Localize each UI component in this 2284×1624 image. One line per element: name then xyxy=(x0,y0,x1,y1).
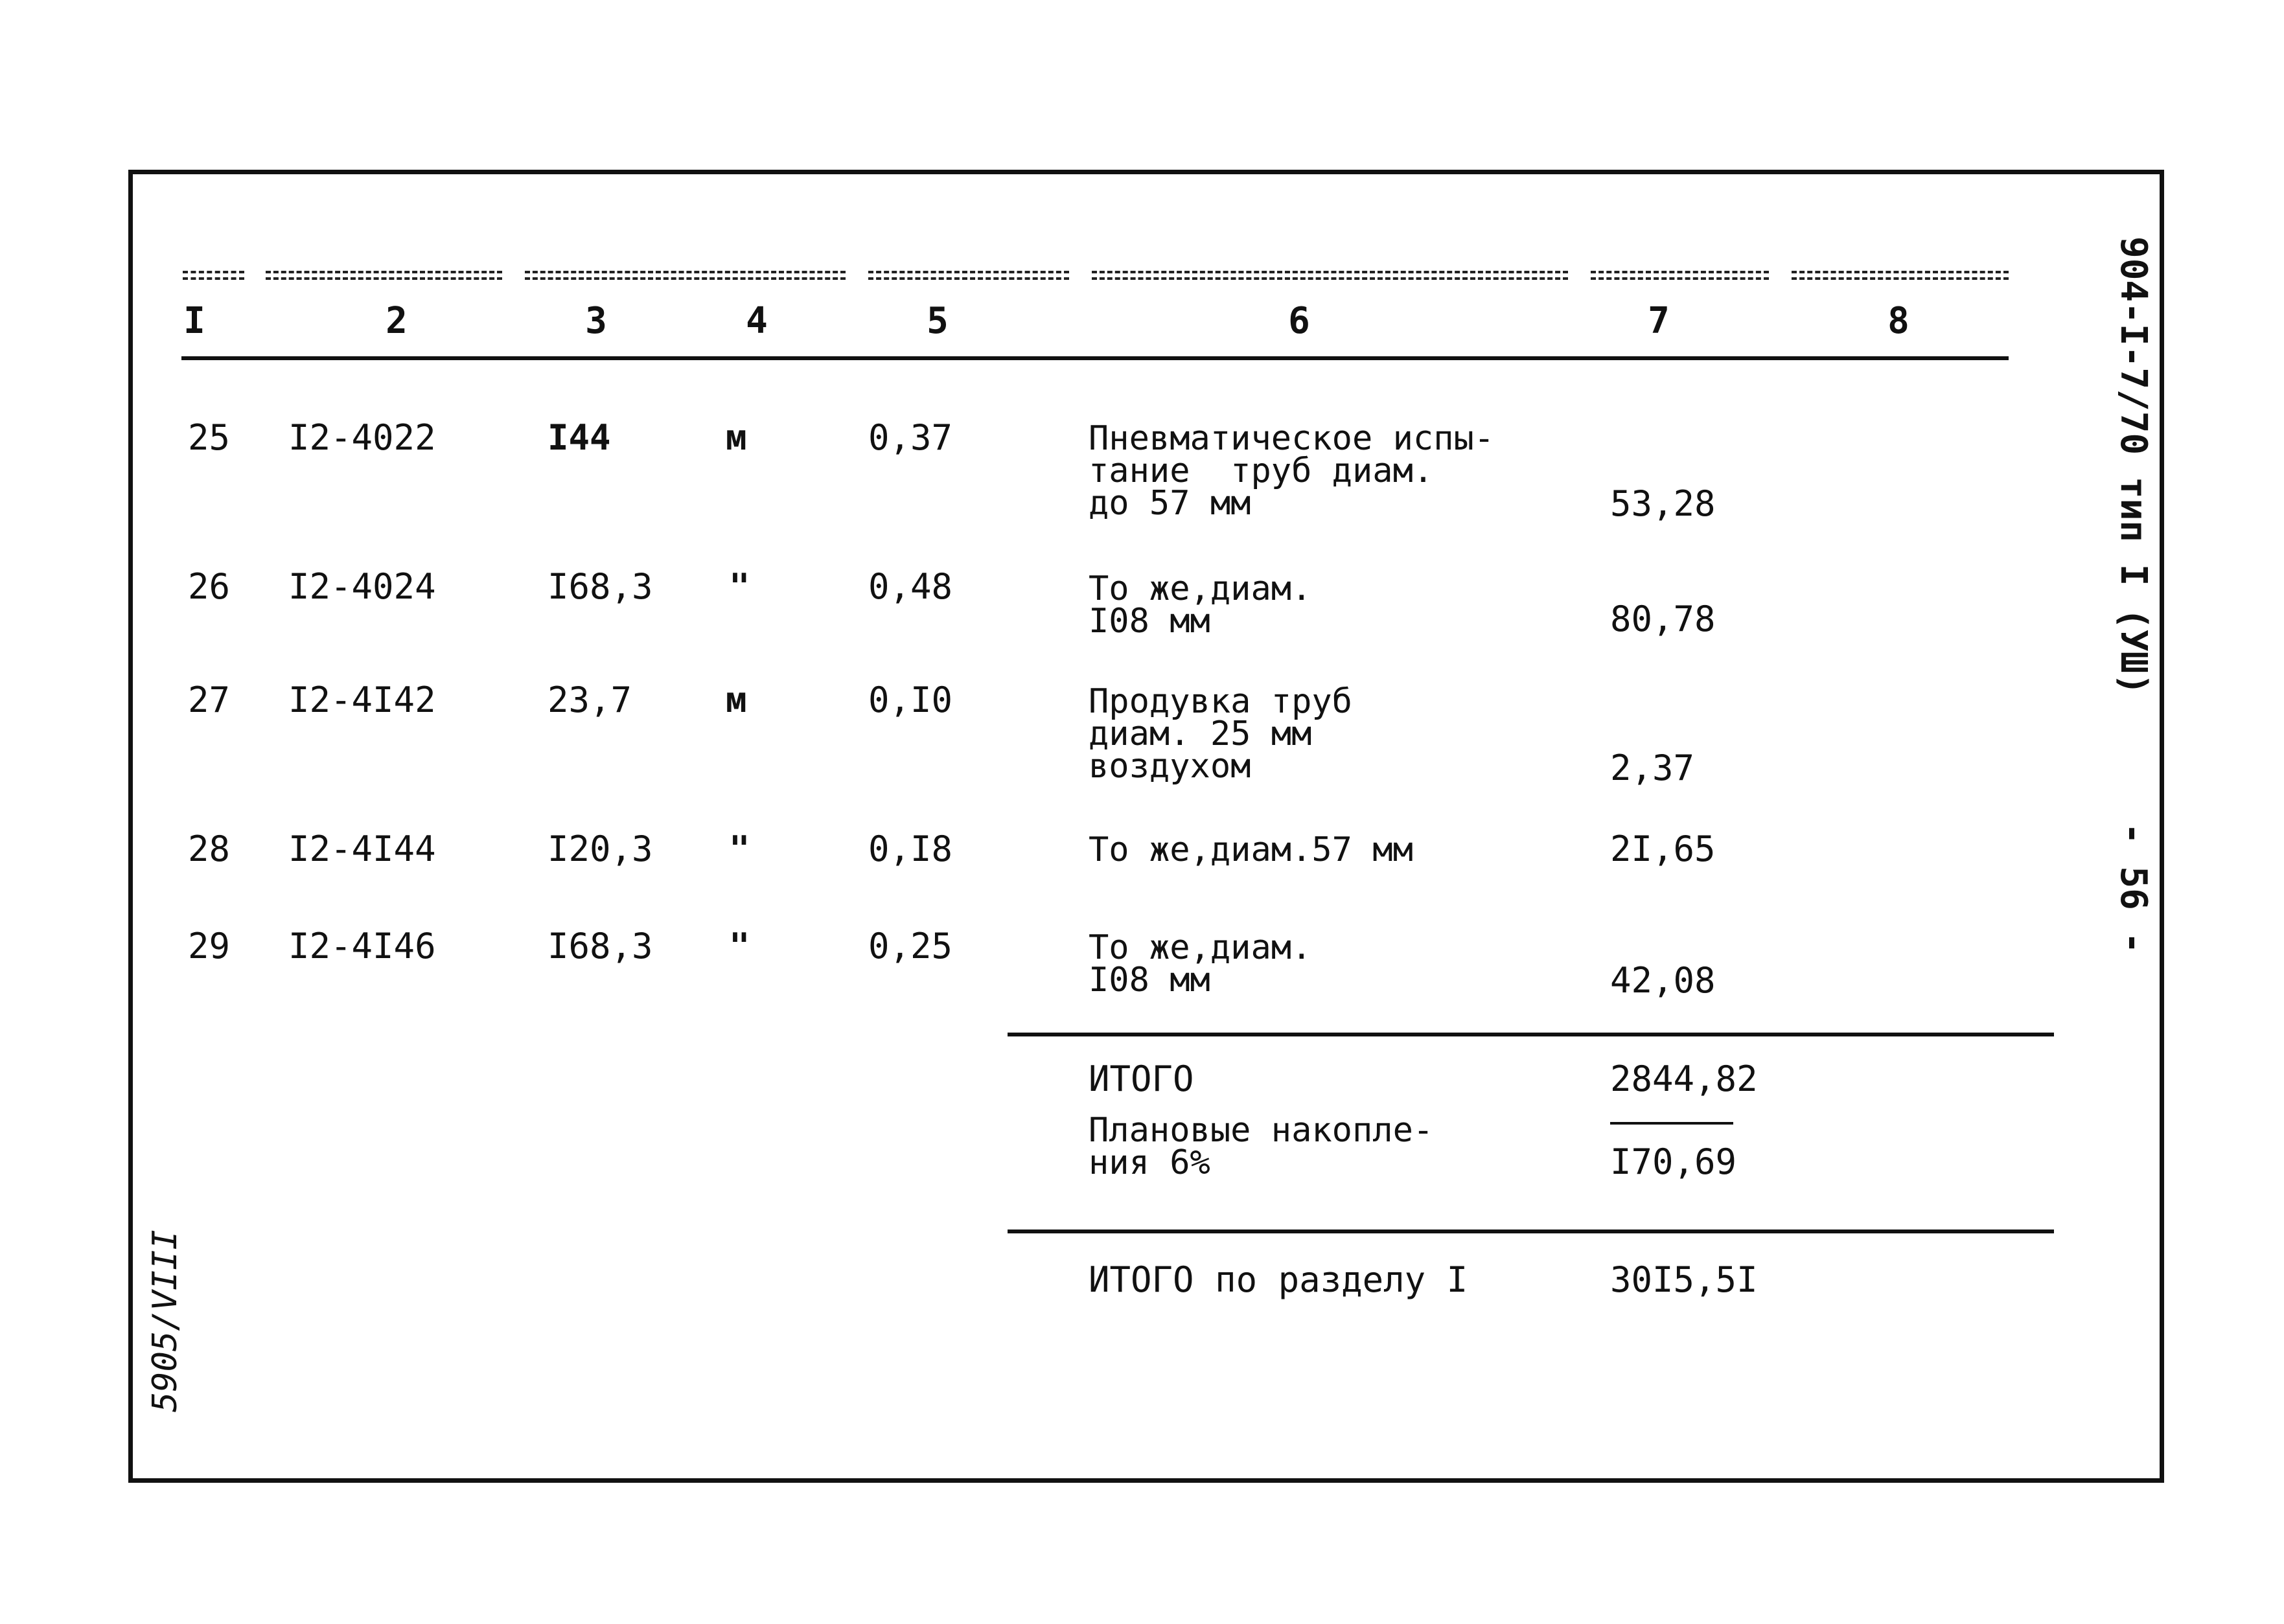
total-underline xyxy=(1610,1122,1733,1125)
planned-savings-label: Плановые накопле- ния 6% xyxy=(1089,1111,1434,1182)
header-top-rule xyxy=(525,271,846,280)
cost: 53,28 xyxy=(1610,483,1716,524)
unit: " xyxy=(729,829,750,869)
archive-number: 5905/VIII xyxy=(146,1229,185,1412)
unit-rate: 0,48 xyxy=(868,566,953,607)
section-total-value: 30I5,5I xyxy=(1610,1259,1758,1300)
header-bottom-rule xyxy=(181,356,2009,360)
header-top-rule xyxy=(1591,271,1769,280)
unit-rate: 0,I8 xyxy=(868,829,953,869)
column-header: 8 xyxy=(1887,300,1909,342)
price-code: I2-4024 xyxy=(288,566,436,607)
unit-rate: 0,I0 xyxy=(868,680,953,720)
page-number: - 56 - xyxy=(2112,823,2154,954)
price-code: I2-4022 xyxy=(288,417,436,458)
cost: 2I,65 xyxy=(1610,829,1716,869)
total-label: ИТОГО xyxy=(1089,1058,1194,1099)
column-header: 7 xyxy=(1648,300,1670,342)
row-number: 27 xyxy=(188,680,231,720)
price-code: I2-4I44 xyxy=(288,829,436,869)
column-header: 6 xyxy=(1288,300,1310,342)
totals-rule xyxy=(1008,1033,2054,1036)
quantity: I20,3 xyxy=(548,829,653,869)
cost: 42,08 xyxy=(1610,960,1716,1001)
unit-rate: 0,25 xyxy=(868,926,953,966)
unit: " xyxy=(729,926,750,966)
section-total-rule xyxy=(1008,1229,2054,1233)
row-number: 25 xyxy=(188,417,231,458)
total-value: 2844,82 xyxy=(1610,1058,1758,1099)
price-code: I2-4I42 xyxy=(288,680,436,720)
header-top-rule xyxy=(266,271,502,280)
unit-rate: 0,37 xyxy=(868,417,953,458)
price-code: I2-4I46 xyxy=(288,926,436,966)
quantity: 23,7 xyxy=(548,680,632,720)
row-number: 29 xyxy=(188,926,231,966)
column-header: 4 xyxy=(746,300,768,342)
cost: 80,78 xyxy=(1610,599,1716,639)
header-top-rule xyxy=(1092,271,1568,280)
column-header: 3 xyxy=(585,300,607,342)
quantity: I68,3 xyxy=(548,926,653,966)
section-total-label: ИТОГО по разделу I xyxy=(1089,1259,1468,1300)
header-top-rule xyxy=(868,271,1069,280)
work-description: То же,диам.57 мм xyxy=(1089,830,1413,869)
quantity: I44 xyxy=(548,417,611,458)
row-number: 26 xyxy=(188,566,231,607)
cost: 2,37 xyxy=(1610,748,1695,788)
work-description: Продувка труб диам. 25 мм воздухом xyxy=(1089,682,1352,786)
unit: м xyxy=(726,680,747,720)
work-description: То же,диам. I08 мм xyxy=(1089,569,1312,641)
column-header: 2 xyxy=(386,300,408,342)
unit: " xyxy=(729,566,750,607)
quantity: I68,3 xyxy=(548,566,653,607)
header-top-rule xyxy=(183,271,244,280)
column-header: 5 xyxy=(927,300,949,342)
row-number: 28 xyxy=(188,829,231,869)
work-description: Пневматическое испы- тание труб диам. до 57 мм xyxy=(1089,419,1495,523)
planned-savings-value: I70,69 xyxy=(1610,1141,1737,1182)
work-description: То же,диам. I08 мм xyxy=(1089,928,1312,1000)
unit: м xyxy=(726,417,747,458)
document-code: 904-I-7/70 тип I (УШ) xyxy=(2112,236,2154,696)
column-header: I xyxy=(183,300,205,342)
header-top-rule xyxy=(1792,271,2009,280)
